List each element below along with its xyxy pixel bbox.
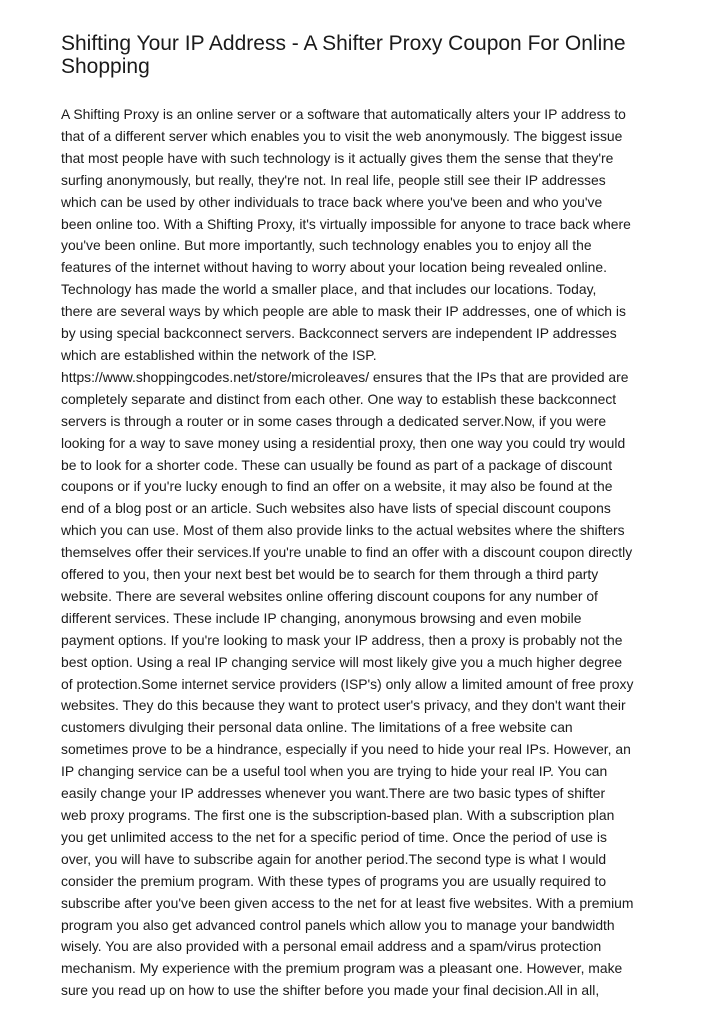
body-line: features of the internet without having to worry about your location being revealed online. <box>61 259 607 276</box>
title-line: Shifting Your IP Address - A Shifter Proxy Coupon For Online <box>61 32 626 55</box>
body-line: sometimes prove to be a hindrance, especially if you need to hide your real IPs. However, an <box>61 741 631 758</box>
body-line: A Shifting Proxy is an online server or a software that automatically alters your IP address to <box>61 106 626 122</box>
body-line: which are established within the network of the ISP. <box>61 346 377 363</box>
body-line: best option. Using a real IP changing service will most likely give you a much higher degree <box>61 653 623 670</box>
body-line: that most people have with such technology is it actually gives them the sense that they're <box>61 149 614 166</box>
body-line: which can be used by other individuals to trace back where you've been and who you've <box>61 193 603 210</box>
body-line: coupons or if you're lucky enough to find an offer on a website, it may also be found at the <box>61 478 613 495</box>
body-line: looking for a way to save money using a residential proxy, then one way you could try would <box>61 434 626 451</box>
body-line: web proxy programs. The first one is the subscription-based plan. With a subscription plan <box>61 807 615 823</box>
body-line: Technology has made the world a smaller place, and that includes our locations. Today, <box>61 281 597 298</box>
body-line: sure you read up on how to use the shifter before you made your final decision.All in all, <box>61 982 600 999</box>
body-line: themselves offer their services.If you're unable to find an offer with a discount coupon directly <box>61 544 633 561</box>
body-line: IP changing service can be a useful tool when you are trying to hide your real IP. You can <box>61 763 608 780</box>
body-line: subscribe after you've been given access to the net for at least five websites. With a premium <box>61 894 634 911</box>
document-page <box>61 32 663 1002</box>
document-body <box>61 104 663 1002</box>
body-line: surfing anonymously, but really, they're not. In real life, people still see their IP addresses <box>61 171 606 188</box>
body-line: completely separate and distinct from each other. One way to establish these backconnect <box>61 390 617 407</box>
body-line: over, you will have to subscribe again for another period.The second type is what I would <box>61 850 607 867</box>
body-line: that of a different server which enables you to visit the web anonymously. The biggest issue <box>61 127 623 144</box>
body-line: which you can use. Most of them also provide links to the actual websites where the shifters <box>61 522 625 539</box>
body-line: https://www.shoppingcodes.net/store/microleaves/ ensures that the IPs that are provided are <box>61 368 629 385</box>
title-line: Shopping <box>61 55 150 78</box>
body-line: by using special backconnect servers. Backconnect servers are independent IP addresses <box>61 325 617 342</box>
body-line: websites. They do this because they want to protect user's privacy, and they don't want their <box>61 697 626 714</box>
body-line: website. There are several websites online offering discount coupons for any number of <box>61 587 598 604</box>
body-line: you've been online. But more importantly, such technology enables you to enjoy all the <box>61 237 592 254</box>
body-line: program you also get advanced control panels which allow you to manage your bandwidth <box>61 916 615 933</box>
body-line: payment options. If you're looking to mask your IP address, then a proxy is probably not the <box>61 631 623 648</box>
body-line: of protection.Some internet service providers (ISP's) only allow a limited amount of free proxy <box>61 675 634 692</box>
body-line: different services. These include IP changing, anonymous browsing and even mobile <box>61 609 582 626</box>
body-line: servers is through a router or in some cases through a dedicated server.Now, if you were <box>61 412 607 429</box>
body-line: be to look for a shorter code. These can usually be found as part of a package of discount <box>61 456 613 473</box>
body-line: there are several ways by which people are able to mask their IP addresses, one of which is <box>61 303 626 320</box>
body-line: been online too. With a Shifting Proxy, it's virtually impossible for anyone to trace back where <box>61 215 631 232</box>
body-line: you get unlimited access to the net for a specific period of time. Once the period of use is <box>61 828 607 845</box>
body-line: customers divulging their personal data online. The limitations of a free website can <box>61 719 573 736</box>
body-line: end of a blog post or an article. Such websites also have lists of special discount coupons <box>61 500 611 517</box>
body-line: wisely. You are also provided with a personal email address and a spam/virus protection <box>61 938 602 955</box>
body-line: consider the premium program. With these types of programs you are usually required to <box>61 872 607 889</box>
body-line: easily change your IP addresses whenever you want.There are two basic types of shifter <box>61 785 606 802</box>
body-line: offered to you, then your next best bet would be to search for them through a third party <box>61 566 599 583</box>
body-line: mechanism. My experience with the premium program was a pleasant one. However, make <box>61 960 623 977</box>
document-title <box>61 32 663 78</box>
